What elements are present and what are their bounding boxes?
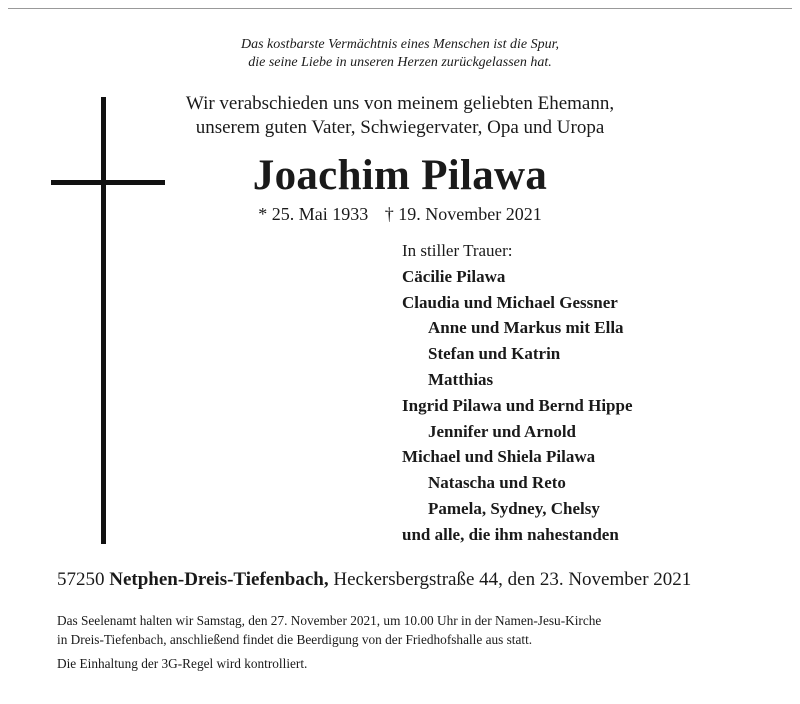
deceased-name: Joachim Pilawa <box>252 152 548 199</box>
covid-notice: Die Einhaltung der 3G-Regel wird kontrolliert. <box>57 656 308 671</box>
intro-line-2: unserem guten Vater, Schwiegervater, Opa und Uropa <box>195 117 605 138</box>
mourner-entry: Pamela, Sydney, Chelsy <box>428 498 600 518</box>
mourners-list <box>402 238 762 548</box>
mourner-entry: Jennifer und Arnold <box>428 421 577 441</box>
quote-line-2: die seine Liebe in unseren Herzen zurückgelassen hat. <box>248 55 552 70</box>
service-notice <box>57 611 757 649</box>
intro-text <box>0 92 800 140</box>
mourner-entry: und alle, die ihm nahestanden <box>402 524 619 544</box>
mourner-entry: Anne und Markus mit Ella <box>428 318 624 338</box>
place-name: Netphen-Dreis-Tiefenbach, <box>109 569 329 590</box>
mourner-entry: Stefan und Katrin <box>428 344 561 364</box>
quote-line-1: Das kostbarste Vermächtnis eines Menschen ist die Spur, <box>240 37 560 52</box>
memorial-quote <box>0 36 800 72</box>
street-and-date: Heckersbergstraße 44, den 23. November 2021 <box>333 569 692 590</box>
mourner-entry: Michael und Shiela Pilawa <box>402 447 596 467</box>
notice-line-2: in Dreis-Tiefenbach, anschließend findet die Beerdigung von der Friedhofshalle aus statt. <box>57 632 533 647</box>
notice-line-1: Das Seelenamt halten wir Samstag, den 27. November 2021, um 10.00 Uhr in der Namen-Jesu-Kirche <box>57 613 602 628</box>
mourner-entry: Claudia und Michael Gessner <box>402 292 618 312</box>
mourner-entry: Natascha und Reto <box>428 473 566 493</box>
birth-date: * 25. Mai 1933 <box>258 204 369 224</box>
death-date: † 19. November 2021 <box>384 204 542 224</box>
address-line <box>57 568 691 592</box>
mourner-entry: Cäcilie Pilawa <box>402 266 506 286</box>
intro-line-1: Wir verabschieden uns von meinem geliebten Ehemann, <box>185 93 615 114</box>
mourners-heading: In stiller Trauer: <box>402 241 513 260</box>
mourner-entry: Matthias <box>428 369 494 389</box>
mourner-entry: Ingrid Pilawa und Bernd Hippe <box>402 395 633 415</box>
postal-code: 57250 <box>57 569 105 590</box>
life-dates <box>0 203 800 225</box>
